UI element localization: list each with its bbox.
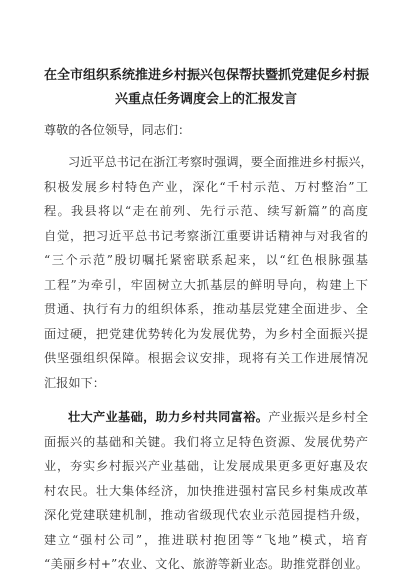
paragraph-line: 供坚强组织保障。根据会议安排，现将有关工作进展情况 (44, 351, 368, 365)
paragraph-line: 面过硬，把党建优势转化为发展优势，为乡村全面振兴提 (44, 326, 368, 341)
paragraph-intro (44, 150, 373, 395)
document-title (44, 64, 368, 112)
paragraph-line: 程。我县将以“走在前列、先行示范、续写新篇”的高度 (44, 204, 368, 218)
section-heading: 壮大产业基础，助力乡村共同富裕。 (68, 410, 269, 424)
title-line-1: 在全市组织系统推进乡村振兴包保帮扶暨抓党建促乡村振 (44, 68, 370, 83)
paragraph-line: “美丽乡村+”农业、文化、旅游等新业态。助推党群创业。 (44, 557, 368, 571)
title-line-2: 兴重点任务调度会上的汇报发言 (114, 92, 297, 107)
paragraph-line: 汇报如下： (44, 375, 105, 390)
paragraph-line: 工程”为牵引，牢固树立大抓基层的鲜明导向，构建上下 (44, 277, 368, 292)
paragraph-text: 产业振兴是乡村全 (268, 410, 369, 424)
paragraph-line: 面振兴的基础和关键。我们将立足特色资源、发展优势产 (44, 434, 368, 449)
salutation: 尊敬的各位领导，同志们： (44, 123, 191, 137)
paragraph-line: 业，夯实乡村振兴产业基础，让发展成果更多更好惠及农 (44, 459, 368, 473)
paragraph-line: 习近平总书记在浙江考察时强调，要全面推进乡村振兴， (68, 155, 373, 169)
paragraph-line: 贯通、执行有力的组织体系，推动基层党建全面进步、全 (44, 302, 368, 316)
paragraph-industry (44, 405, 368, 577)
paragraph-line: “三个示范”殷切嘱托紧密联系起来，以“红色根脉强基 (44, 253, 368, 267)
paragraph-line: 自觉，把习近平总书记考察浙江重要讲话精神与对我省的 (44, 228, 368, 243)
paragraph-line: 建立“强村公司”，推进联村抱团等“飞地”模式，培育 (44, 532, 368, 547)
paragraph-line: 村农民。壮大集体经济，加快推进强村富民乡村集成改革 (44, 483, 368, 498)
paragraph-line: 深化党建联建机制，推动省级现代农业示范园提档升级， (44, 508, 368, 522)
paragraph-line (44, 405, 368, 430)
paragraph-line: 积极发展乡村特色产业，深化“千村示范、万村整治”工 (44, 179, 368, 194)
